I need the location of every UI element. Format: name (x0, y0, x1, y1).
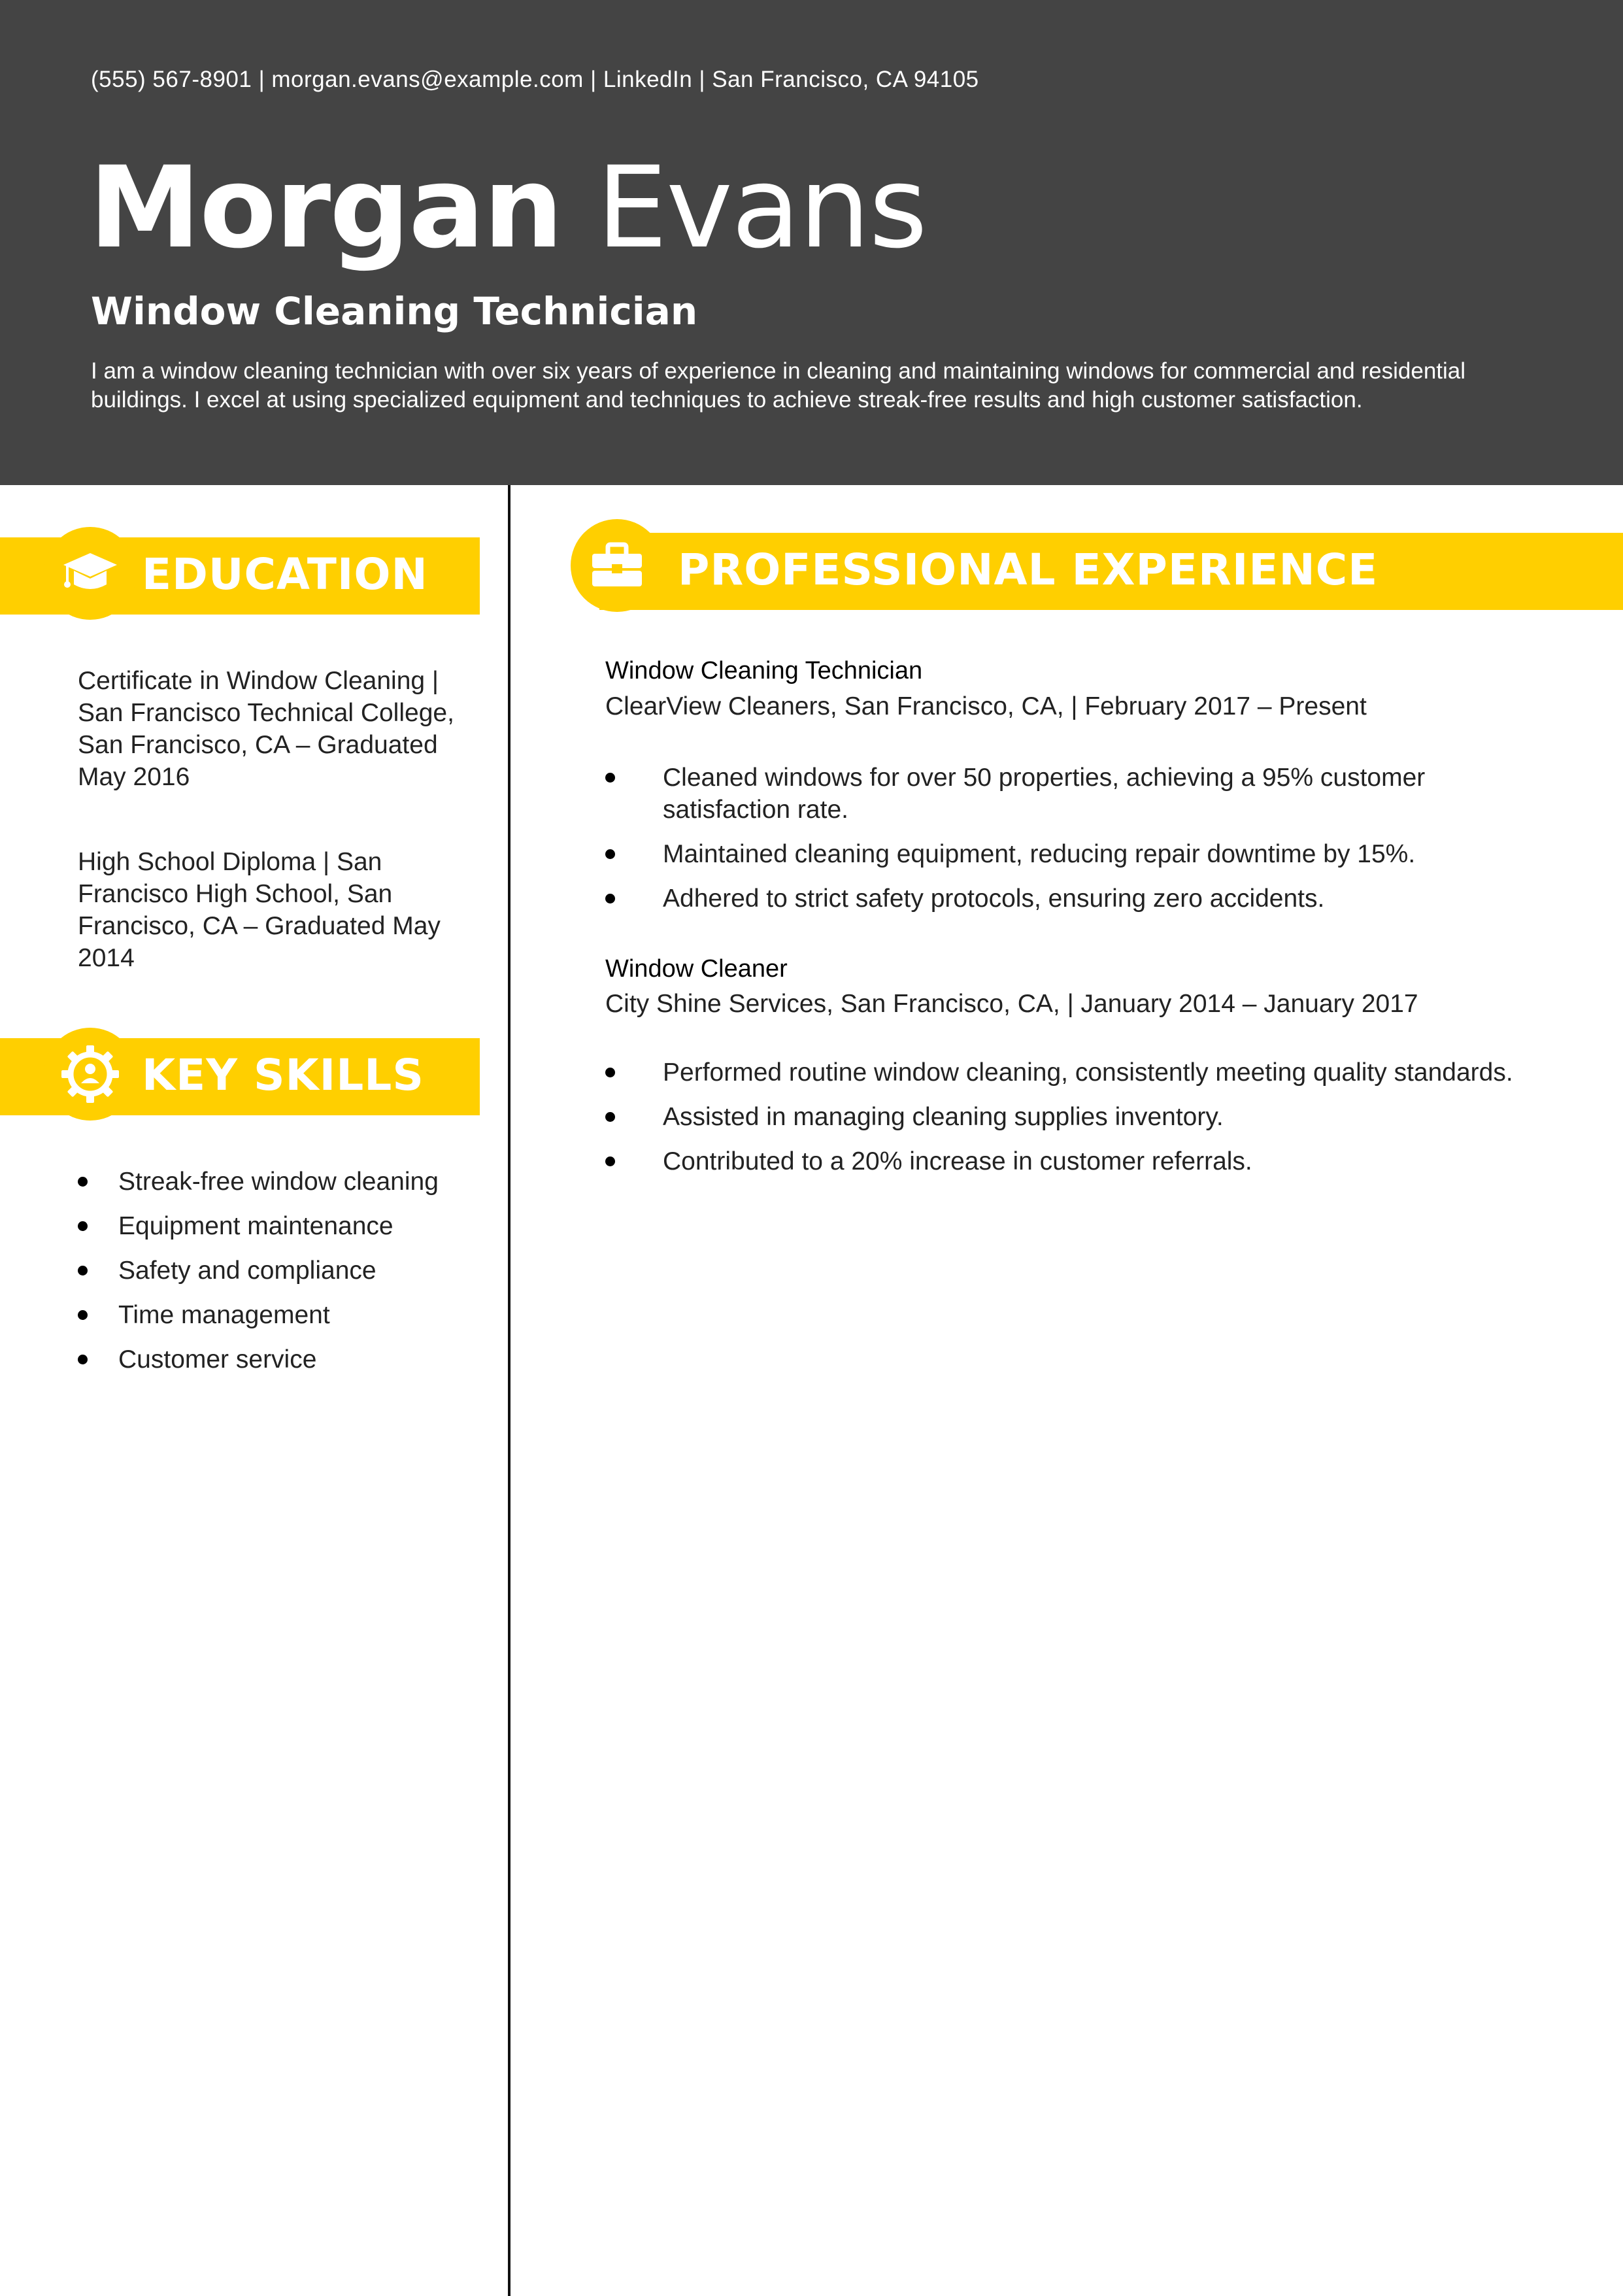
job-bullet: Performed routine window cleaning, consistently meeting quality standards. (605, 1056, 1612, 1089)
job-company: ClearView Cleaners, San Francisco, CA, | February 2017 – Present (605, 692, 1367, 720)
experience-icon-circle (571, 519, 663, 612)
education-heading: EDUCATION (142, 549, 428, 599)
job-role: Window Cleaning Technician (605, 657, 923, 684)
skills-list (78, 1166, 439, 1388)
job-role: Window Cleaner (605, 955, 788, 983)
graduation-cap-icon (62, 550, 118, 596)
education-item: Certificate in Window Cleaning | San Francisco Technical College, San Francisco, CA – Graduated May 2016 (78, 667, 454, 791)
summary: I am a window cleaning technician with over six years of experience in cleaning and maintaining windows for commercial and residential buildings. I excel at using specialized equipment and techniques to achieve streak-free results and high customer satisfaction. (91, 358, 1466, 413)
contact-line: (555) 567-8901 | morgan.evans@example.com | LinkedIn | San Francisco, CA 94105 (91, 67, 979, 92)
job-bullets (605, 762, 1586, 927)
skills-heading: KEY SKILLS (142, 1050, 424, 1100)
job-title: Window Cleaning Technician (91, 289, 698, 333)
experience-heading: PROFESSIONAL EXPERIENCE (678, 545, 1379, 595)
education-item: High School Diploma | San Francisco High School, San Francisco, CA – Graduated May 2014 (78, 848, 441, 972)
gear-person-icon (59, 1043, 122, 1106)
skill-item: Streak-free window cleaning (78, 1166, 439, 1198)
skill-item: Equipment maintenance (78, 1210, 439, 1242)
job-bullet: Maintained cleaning equipment, reducing repair downtime by 15%. (605, 838, 1586, 870)
header-banner (0, 0, 1623, 485)
skill-item: Customer service (78, 1343, 439, 1376)
column-divider (508, 485, 510, 2296)
skill-item: Safety and compliance (78, 1255, 439, 1287)
experience-heading-band (599, 533, 1623, 610)
job-bullets (605, 1056, 1612, 1190)
skills-icon-circle (44, 1028, 137, 1121)
first-name: Morgan (89, 142, 562, 273)
job-bullet: Assisted in managing cleaning supplies inventory. (605, 1101, 1612, 1133)
job-company: City Shine Services, San Francisco, CA, | January 2014 – January 2017 (605, 990, 1418, 1018)
job-bullet: Cleaned windows for over 50 properties, achieving a 95% customer satisfaction rate. (605, 762, 1513, 826)
last-name: Evans (596, 142, 926, 273)
job-bullet: Contributed to a 20% increase in customer referrals. (605, 1145, 1612, 1177)
job-bullet: Adhered to strict safety protocols, ensuring zero accidents. (605, 883, 1586, 915)
education-icon-circle (44, 527, 137, 620)
candidate-name (89, 143, 926, 273)
skill-item: Time management (78, 1299, 439, 1331)
toolbox-icon (590, 542, 644, 589)
